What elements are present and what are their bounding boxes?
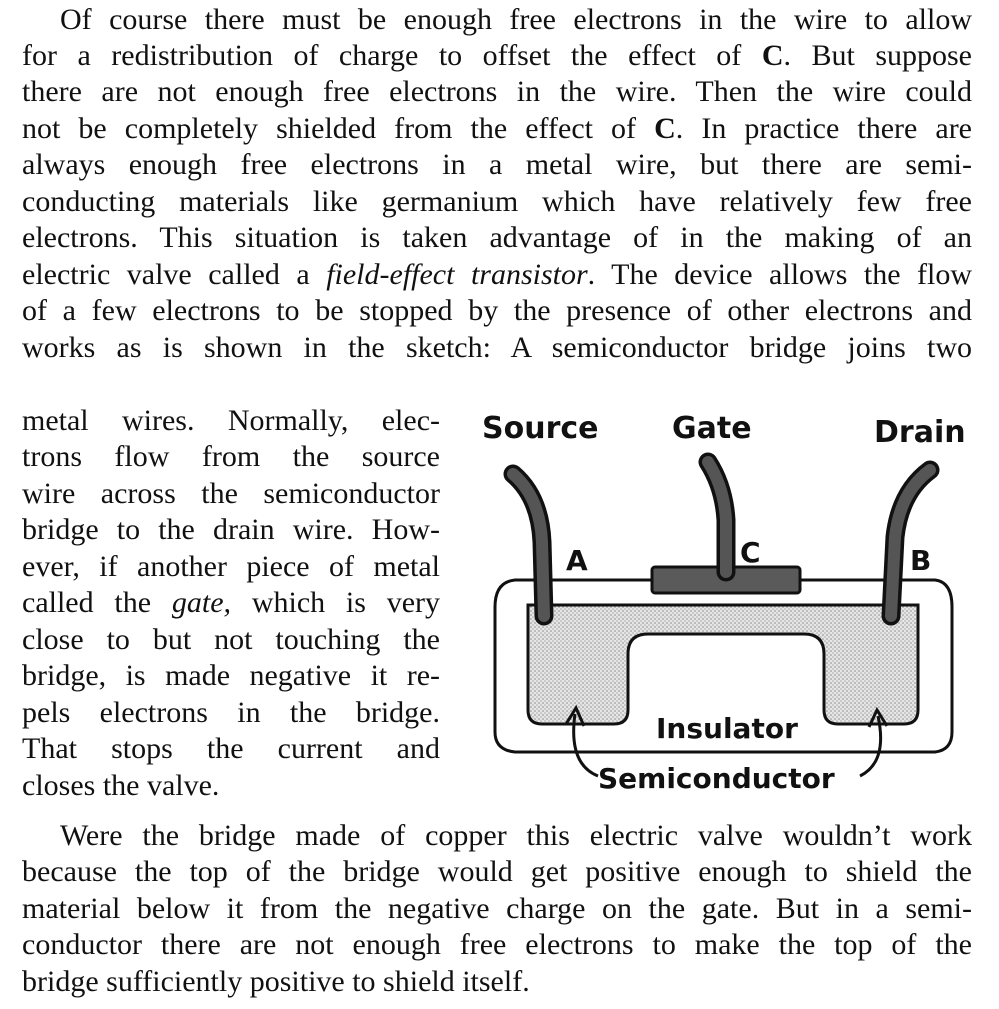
paragraph1-line-7: electrons. This situation is taken advantage of in the making of an	[22, 221, 972, 254]
wrap-line-10: That stops the current and	[22, 732, 440, 765]
fet-diagram	[470, 402, 980, 807]
symbol-c: C	[761, 39, 784, 72]
label-gate: Gate	[672, 411, 752, 446]
wrap-line-9: pels electrons in the bridge.	[22, 696, 440, 729]
label-a: A	[566, 544, 588, 577]
paragraph2-line-1: Were the bridge made of copper this electric valve wouldn’t work	[60, 819, 972, 852]
wrap-line-11: closes the valve.	[22, 769, 220, 802]
paragraph1-line-5: always enough free electrons in a metal wire, but there are semi-	[22, 148, 972, 181]
paragraph1-line-9: of a few electrons to be stopped by the presence of other electrons and	[22, 294, 972, 327]
paragraph2-line-2: because the top of the bridge would get positive enough to shield the	[22, 855, 972, 888]
wrap-line-2: trons flow from the source	[22, 440, 440, 473]
wrap-line-6: called the gate, which is very	[22, 586, 441, 619]
label-drain: Drain	[874, 415, 966, 450]
paragraph1-line-6: conducting materials like germanium which have relatively few free	[22, 185, 972, 218]
wrap-line-4: bridge to the drain wire. How-	[22, 513, 440, 546]
label-semiconductor: Semiconductor	[598, 762, 835, 795]
paragraph1-line-8: electric valve called a field-effect transistor. The device allows the flow	[22, 258, 973, 291]
paragraph2-line-4: conductor there are not enough free electrons to make the top of the	[22, 928, 972, 961]
semiconductor-bridge	[528, 605, 918, 724]
term-gate: gate,	[171, 586, 232, 619]
drain-wire-core	[891, 470, 930, 616]
paragraph1-line-3: there are not enough free electrons in the wire. Then the wire could	[22, 75, 972, 108]
wrap-line-3: wire across the semiconductor	[22, 477, 440, 510]
paragraph1-line-1: Of course there must be enough free electrons in the wire to allow	[60, 3, 972, 36]
wrap-line-8: bridge, is made negative it re-	[22, 659, 440, 692]
label-source: Source	[482, 411, 599, 446]
paragraph1-line-2: for a redistribution of charge to offset the effect of C. But suppose	[22, 39, 972, 72]
term-field-effect-transistor: field-effect transistor	[326, 258, 588, 291]
paragraph1-line-4: not be completely shielded from the effect of C. In practice there are	[22, 112, 972, 145]
wrap-line-1: metal wires. Normally, elec-	[22, 404, 440, 437]
paragraph1-line-10: works as is shown in the sketch: A semiconductor bridge joins two	[22, 331, 972, 364]
label-b: B	[910, 544, 932, 577]
symbol-c: C	[654, 112, 676, 145]
wrap-line-7: close to but not touching the	[22, 623, 440, 656]
paragraph2-line-3: material below it from the negative charge on the gate. But in a semi-	[22, 892, 972, 925]
wrap-line-5: ever, if another piece of metal	[22, 550, 440, 583]
label-c: C	[740, 536, 761, 569]
label-insulator: Insulator	[656, 712, 798, 745]
paragraph2-line-5: bridge sufficiently positive to shield itself.	[22, 965, 530, 998]
